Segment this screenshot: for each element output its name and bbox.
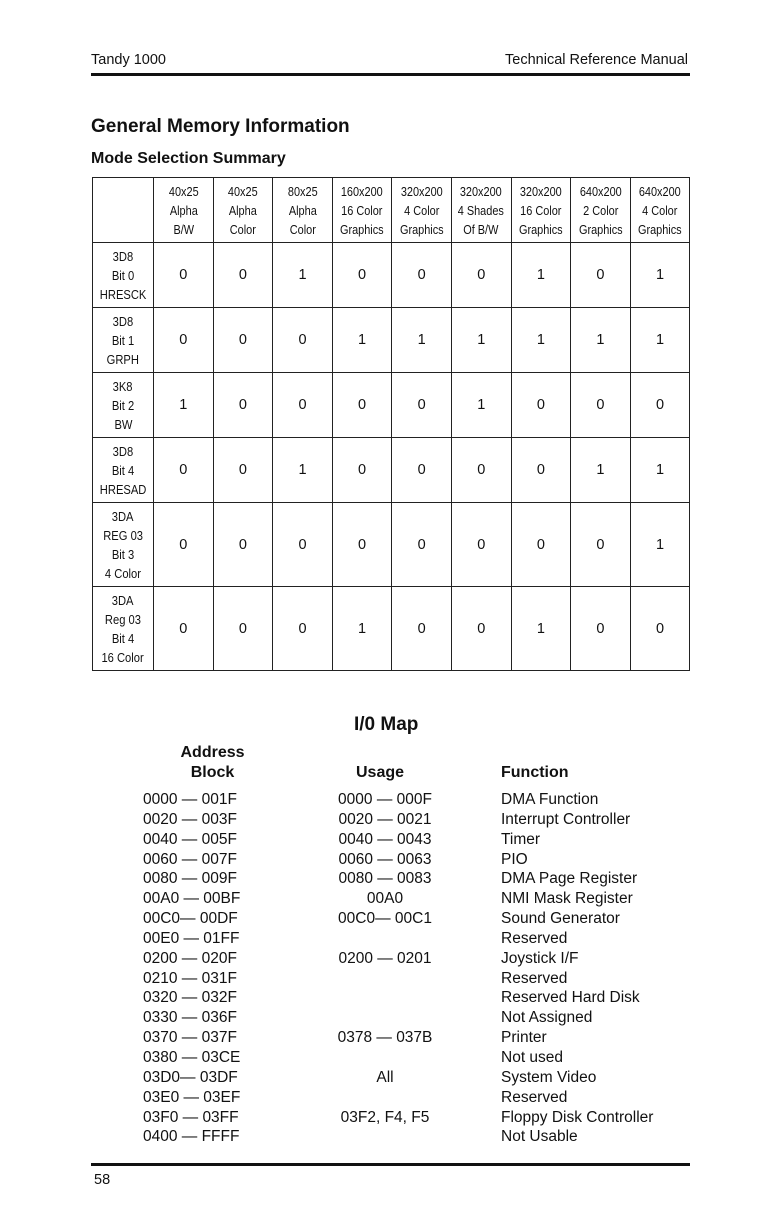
register-label-cell [93, 308, 154, 373]
mode-column-header-line: 320x200 [460, 183, 503, 199]
io-function-item: DMA Function [501, 791, 599, 808]
bit-value-cell: 0 [273, 373, 333, 438]
register-label-line: Bit 0 [111, 267, 135, 283]
bit-value-cell: 0 [154, 308, 214, 373]
io-usage-item: 0060 — 0063 [338, 850, 432, 868]
mode-table-row [93, 373, 690, 438]
io-address-item: 0330 — 036F [143, 1009, 237, 1027]
bit-value-cell: 1 [451, 373, 511, 438]
mode-column-header-line: Color [289, 221, 316, 237]
mode-column-header-line: Graphics [578, 221, 623, 237]
bit-value-cell: 0 [451, 587, 511, 671]
bit-value-cell: 1 [332, 308, 392, 373]
io-usage-item: All [376, 1068, 394, 1086]
io-map-title: I/0 Map [354, 714, 419, 735]
io-address-item: 0060 — 007F [143, 850, 237, 868]
bit-value-cell: 0 [571, 373, 631, 438]
io-function-item: Joystick I/F [501, 949, 579, 967]
io-address-item: 0210 — 031F [143, 969, 237, 987]
bit-value-cell: 1 [332, 587, 392, 671]
io-function-item: NMI Mask Register [501, 890, 633, 908]
header-rule [91, 73, 690, 76]
io-address-item: 00E0 — 01FF [143, 929, 240, 947]
mode-column-header [277, 178, 327, 243]
register-label-line: 3K8 [113, 378, 133, 394]
mode-column-header-line: Graphics [638, 221, 682, 237]
io-usage-item [315, 1048, 455, 1068]
mode-column-header-line: Graphics [399, 221, 444, 237]
mode-column-header-line: 16 Color [341, 202, 383, 218]
mode-table-row [93, 438, 690, 503]
bit-value-cell: 0 [571, 587, 631, 671]
bit-value-cell: 0 [511, 503, 571, 587]
mode-column-header-line: 640x200 [579, 183, 622, 199]
io-address-item: 0380 — 03CE [143, 1048, 241, 1066]
address-header-line2: Block [190, 764, 235, 781]
register-label-line: 3D8 [112, 313, 134, 329]
bit-value-cell: 0 [332, 438, 392, 503]
mode-column-header-line: Alpha [288, 202, 317, 218]
mode-column-header-line: 2 Color [582, 202, 619, 218]
usage-header: Usage [355, 764, 405, 781]
io-function-item: PIO [501, 850, 528, 868]
mode-column-header [397, 178, 447, 243]
bit-value-cell: 1 [154, 373, 214, 438]
io-address-item: 0200 — 020F [143, 949, 237, 967]
usage-column [315, 790, 455, 1147]
bit-value-cell: 0 [213, 503, 273, 587]
bit-value-cell: 0 [154, 587, 214, 671]
mode-column-header-line: 40x25 [228, 183, 258, 199]
io-address-item: 03D0— 03DF [143, 1068, 238, 1086]
mode-column-header-line: Alpha [169, 202, 198, 218]
bit-value-cell: 0 [213, 587, 273, 671]
io-usage-item: 00A0 [366, 890, 404, 908]
io-function-item: Floppy Disk Controller [501, 1108, 654, 1126]
register-label-line: Bit 4 [111, 462, 135, 478]
bit-value-cell: 1 [511, 243, 571, 308]
bit-value-cell: 0 [213, 243, 273, 308]
bit-value-cell: 1 [451, 308, 511, 373]
bit-value-cell: 0 [273, 587, 333, 671]
mode-column-header-line: Alpha [228, 202, 257, 218]
register-label-cell [93, 373, 154, 438]
function-column [501, 790, 721, 1147]
bit-value-cell: 0 [213, 308, 273, 373]
address-block-header [165, 743, 260, 783]
register-label-cell [93, 587, 154, 671]
io-address-item: 03E0 — 03EF [143, 1088, 241, 1106]
bit-value-cell: 0 [571, 243, 631, 308]
mode-header-row [93, 178, 690, 243]
io-usage-item [315, 1127, 455, 1147]
mode-table-row [93, 308, 690, 373]
mode-column-header-line: 4 Color [404, 202, 440, 218]
io-address-item: 0020 — 003F [143, 810, 237, 828]
bit-value-cell: 0 [451, 438, 511, 503]
mode-column-header-line: 4 Shades [458, 202, 505, 218]
mode-column-header-line: 4 Color [642, 202, 678, 218]
bit-value-cell: 0 [154, 243, 214, 308]
bit-value-cell: 1 [630, 438, 690, 503]
page-header [91, 52, 688, 72]
bit-value-cell: 0 [451, 243, 511, 308]
mode-column-header-line: 640x200 [639, 183, 681, 199]
io-function-item: Not Assigned [501, 1009, 593, 1027]
io-address-item: 0040 — 005F [143, 830, 237, 848]
register-label-cell [93, 243, 154, 308]
bit-value-cell: 1 [630, 243, 690, 308]
mode-table-row [93, 503, 690, 587]
header-left: Tandy 1000 [91, 52, 166, 68]
bit-value-cell: 0 [630, 373, 690, 438]
io-usage-item: 0040 — 0043 [338, 830, 432, 848]
mode-column-header-line: Graphics [340, 221, 384, 237]
register-label-line: HRESAD [99, 481, 147, 497]
io-address-item: 00A0 — 00BF [143, 890, 241, 908]
io-usage-item: 0020 — 0021 [338, 810, 432, 828]
io-function-item: Reserved [501, 929, 568, 947]
register-label-line: Bit 1 [111, 332, 135, 348]
sub-title: Mode Selection Summary [91, 150, 286, 167]
mode-column-header-line: 40x25 [168, 183, 199, 199]
footer-rule [91, 1163, 690, 1166]
corner-cell [93, 178, 154, 243]
bit-value-cell: 0 [332, 503, 392, 587]
bit-value-cell: 0 [571, 503, 631, 587]
io-function-item: Reserved [501, 1088, 568, 1106]
bit-value-cell: 1 [392, 308, 452, 373]
mode-column-header [337, 178, 387, 243]
register-label-line: Bit 2 [111, 397, 135, 413]
mode-column-header-line: 320x200 [400, 183, 443, 199]
io-address-item: 03F0 — 03FF [143, 1108, 239, 1126]
address-header-line1: Address [180, 744, 245, 761]
register-label-line: 3D8 [112, 248, 134, 264]
register-label-line: 3D8 [112, 443, 134, 459]
register-label-line: 4 Color [104, 565, 142, 581]
io-function-item: Sound Generator [501, 910, 620, 928]
bit-value-cell: 0 [154, 438, 214, 503]
mode-column-header-line: 160x200 [341, 183, 384, 199]
register-label-cell [93, 503, 154, 587]
bit-value-cell: 1 [273, 438, 333, 503]
io-address-item: 00C0— 00DF [143, 910, 238, 928]
io-usage-item [315, 988, 455, 1008]
register-label-line: Reg 03 [104, 611, 142, 627]
address-column [143, 790, 263, 1147]
register-label-line: 3DA [112, 592, 134, 608]
bit-value-cell: 0 [451, 503, 511, 587]
register-label-line: BW [113, 416, 133, 432]
io-usage-item: 00C0— 00C1 [338, 910, 432, 928]
bit-value-cell: 0 [392, 438, 452, 503]
bit-value-cell: 0 [332, 373, 392, 438]
register-label-line: Bit 4 [111, 630, 135, 646]
io-function-item: System Video [501, 1068, 597, 1086]
mode-column-header-line: 320x200 [519, 183, 562, 199]
bit-value-cell: 0 [273, 308, 333, 373]
io-function-item: Timer [501, 830, 541, 848]
mode-column-header-line: B/W [172, 221, 194, 237]
page-number: 58 [94, 1172, 111, 1188]
io-function-item: Not used [501, 1048, 564, 1066]
bit-value-cell: 1 [273, 243, 333, 308]
io-address-item: 0000 — 001F [143, 791, 237, 808]
bit-value-cell: 0 [154, 503, 214, 587]
io-usage-item: 0000 — 000F [338, 791, 432, 808]
register-label-line: Bit 3 [111, 546, 135, 562]
bit-value-cell: 0 [392, 243, 452, 308]
bit-value-cell: 1 [630, 308, 690, 373]
io-usage-item: 0200 — 0201 [338, 949, 432, 967]
mode-table-row [93, 587, 690, 671]
register-label-line: 3DA [112, 508, 134, 524]
mode-column-header-line: 16 Color [520, 202, 562, 218]
register-label-line: HRESCK [99, 286, 147, 302]
mode-column-header [456, 178, 506, 243]
bit-value-cell: 1 [511, 587, 571, 671]
bit-value-cell: 1 [630, 503, 690, 587]
header-right: Technical Reference Manual [505, 52, 688, 68]
bit-value-cell: 0 [332, 243, 392, 308]
bit-value-cell: 0 [392, 587, 452, 671]
mode-column-header [635, 178, 685, 243]
bit-value-cell: 0 [392, 503, 452, 587]
bit-value-cell: 1 [571, 438, 631, 503]
mode-column-header-line: Graphics [519, 221, 563, 237]
bit-value-cell: 0 [213, 438, 273, 503]
function-header: Function [501, 764, 569, 781]
io-usage-item [315, 969, 455, 989]
mode-column-header-line: 80x25 [287, 183, 318, 199]
bit-value-cell: 0 [273, 503, 333, 587]
register-label-line: REG 03 [103, 527, 143, 543]
bit-value-cell: 0 [511, 438, 571, 503]
bit-value-cell: 1 [511, 308, 571, 373]
mode-column-header [158, 178, 208, 243]
mode-column-header [516, 178, 566, 243]
io-usage-item: 03F2, F4, F5 [340, 1108, 430, 1126]
io-function-item: DMA Page Register [501, 870, 638, 888]
mode-column-header [575, 178, 625, 243]
mode-selection-table [92, 177, 690, 671]
io-function-item: Not Usable [501, 1128, 578, 1146]
mode-column-header-line: Color [229, 221, 256, 237]
bit-value-cell: 0 [511, 373, 571, 438]
io-address-item: 0400 — FFFF [143, 1128, 240, 1146]
section-title: General Memory Information [91, 116, 350, 137]
io-address-item: 0370 — 037F [143, 1029, 237, 1047]
io-address-item: 0080 — 009F [143, 870, 237, 888]
bit-value-cell: 1 [571, 308, 631, 373]
bit-value-cell: 0 [213, 373, 273, 438]
bit-value-cell: 0 [392, 373, 452, 438]
io-function-item: Interrupt Controller [501, 810, 631, 828]
io-usage-item [315, 1008, 455, 1028]
io-usage-item [315, 929, 455, 949]
io-function-item: Printer [501, 1029, 547, 1047]
mode-column-header-line: Of B/W [463, 221, 499, 237]
io-usage-item: 0080 — 0083 [338, 870, 432, 888]
mode-column-header [218, 178, 268, 243]
register-label-line: GRPH [106, 351, 140, 367]
register-label-line: 16 Color [101, 649, 145, 665]
io-function-item: Reserved [501, 969, 568, 987]
io-usage-item: 0378 — 037B [337, 1029, 433, 1047]
register-label-cell [93, 438, 154, 503]
mode-table-row [93, 243, 690, 308]
io-usage-item [315, 1088, 455, 1108]
io-address-item: 0320 — 032F [143, 989, 237, 1007]
io-function-item: Reserved Hard Disk [501, 989, 640, 1007]
bit-value-cell: 0 [630, 587, 690, 671]
